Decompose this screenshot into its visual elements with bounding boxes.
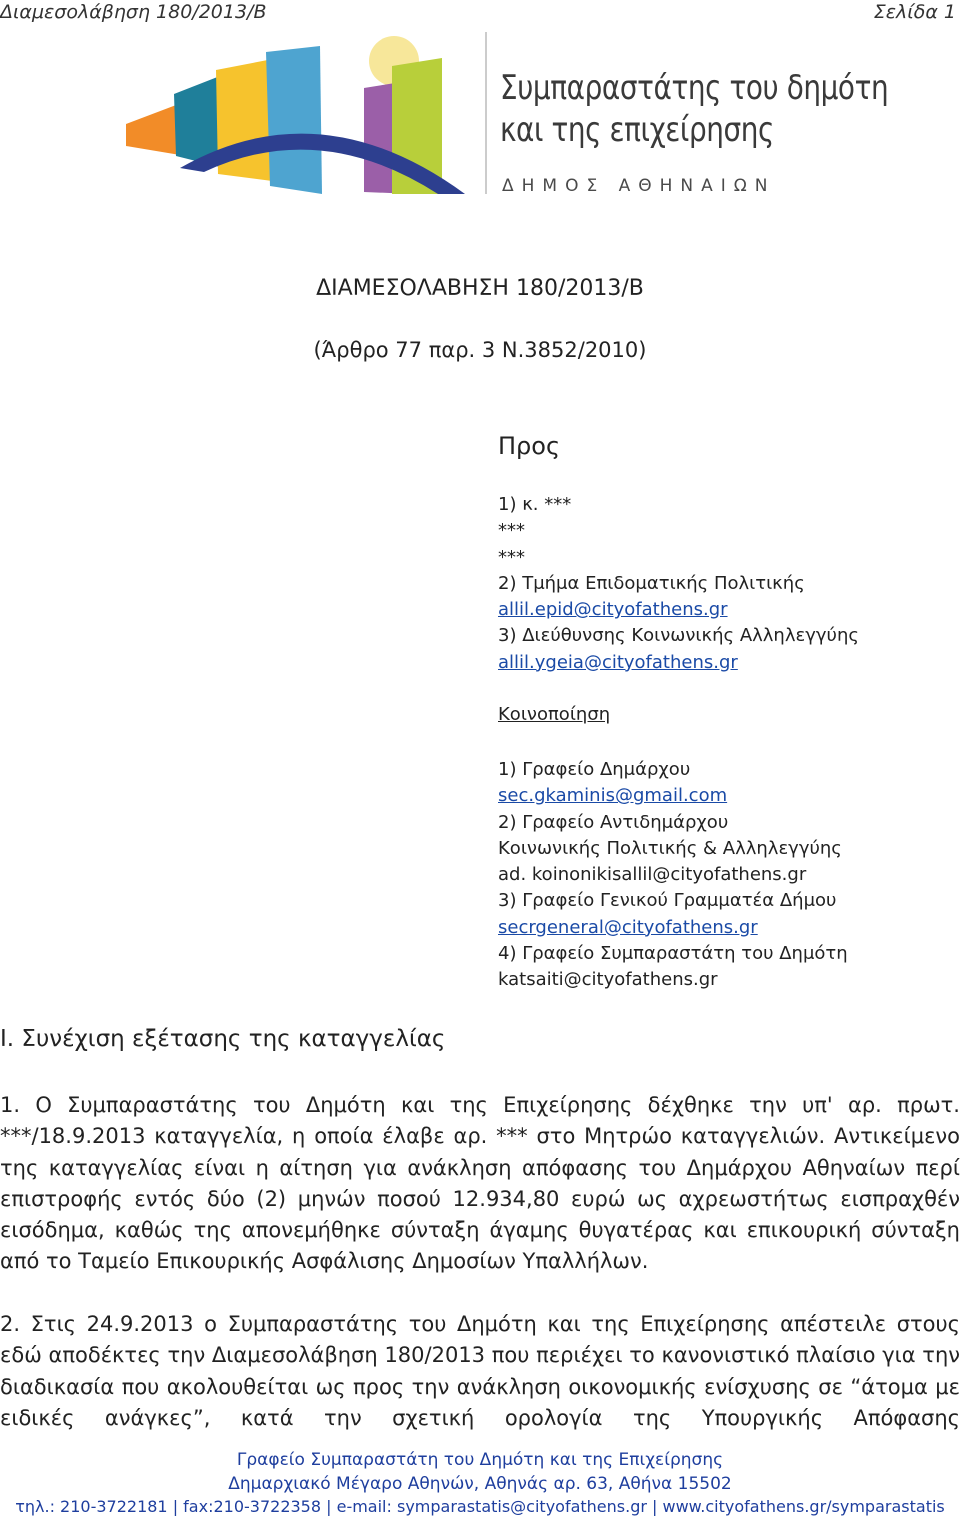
organization-logo bbox=[120, 28, 490, 198]
footer-office: Γραφείο Συμπαραστάτη του Δημότη και της Επιχείρησης bbox=[236, 1450, 724, 1470]
cc-line: ad. koinonikisallil@cityofathens.gr bbox=[498, 864, 807, 886]
cc-email-link[interactable]: secrgeneral@cityofathens.gr bbox=[498, 916, 758, 938]
recipient-line: 3) Διεύθυνσης Κοινωνικής Αλληλεγγύης bbox=[498, 625, 859, 647]
recipients-heading: Προς bbox=[498, 432, 561, 460]
header-document-ref: Διαμεσολάβηση 180/2013/Β bbox=[0, 1, 267, 23]
recipient-line: 1) κ. *** bbox=[498, 494, 572, 515]
cc-line: Κοινωνικής Πολιτικής & Αλληλεγγύης bbox=[498, 837, 842, 859]
recipients-list bbox=[498, 492, 859, 676]
cc-line: 1) Γραφείο Δημάρχου bbox=[498, 759, 691, 780]
paragraph-1 bbox=[0, 1090, 960, 1278]
recipient-line: *** bbox=[498, 520, 525, 542]
cc-line: 2) Γραφείο Αντιδημάρχου bbox=[498, 811, 729, 833]
cc-line: 3) Γραφείο Γενικού Γραμματέα Δήμου bbox=[498, 890, 837, 912]
footer-address: Δημαρχιακό Μέγαρο Αθηνών, Αθηνάς αρ. 63, Αθήνα 15502 bbox=[228, 1474, 732, 1494]
header-page-number: Σελίδα 1 bbox=[873, 1, 956, 23]
logo-blue-block bbox=[266, 46, 322, 194]
cc-line: 4) Γραφείο Συμπαραστάτη του Δημότη bbox=[498, 943, 848, 965]
section-heading: Ι. Συνέχιση εξέτασης της καταγγελίας bbox=[0, 1026, 446, 1052]
document-title: ΔΙΑΜΕΣΟΛΑΒΗΣΗ 180/2013/Β bbox=[316, 276, 644, 301]
recipient-line: 2) Τμήμα Επιδοματικής Πολιτικής bbox=[498, 572, 805, 594]
cc-list bbox=[498, 757, 848, 994]
organization-name-line2: και της επιχείρησης bbox=[500, 110, 774, 150]
document-subtitle: (Άρθρο 77 παρ. 3 Ν.3852/2010) bbox=[313, 338, 647, 362]
paragraph-2-text: 2. Στις 24.9.2013 ο Συμπαραστάτης του Δημότη και της Επιχείρησης απέστειλε στους εδώ αποδέκτες την Διαμεσολάβηση 180/2013 που περιέχει το κανονιστικό πλαίσιο για την διαδικασία που ακολουθείται ως προς την ανάκληση οικονομικής ενίσχυσης σε “άτομα με ειδικές ανάγκες”, κατά την σχετική ορολογία της Υπουργικής Απόφασης bbox=[0, 1312, 960, 1430]
organization-name-line1: Συμπαραστάτης του δημότη bbox=[500, 68, 889, 108]
recipient-email-link[interactable]: allil.epid@cityofathens.gr bbox=[498, 599, 728, 621]
organization-municipality: ΔΗΜΟΣ ΑΘΗΝΑΙΩΝ bbox=[502, 176, 776, 196]
footer-contact: τηλ.: 210-3722181 | fax:210-3722358 | e-mail: symparastatis@cityofathens.gr | www.cityofathens.gr/symparastatis bbox=[15, 1497, 945, 1516]
paragraph-1-text: 1. Ο Συμπαραστάτης του Δημότη και της Επιχείρησης δέχθηκε την υπ' αρ. πρωτ. ***/18.9.2013 καταγγελία, η οποία έλαβε αρ. *** στο Μητρώο καταγγελιών. Αντικείμενο της καταγγελίας είναι η αίτηση για ανάκληση απόφασης του Δημάρχου Αθηναίων περί επιστροφής εντός δύο (2) μηνών ποσού 12.934,80 ευρώ ως αχρεωστήτως εισπραχθέν εισόδημα, καθώς της απονεμήθηκε σύνταξη άγαμης θυγατέρας και επικουρική σύνταξη από το Ταμείο Επικουρικής Ασφάλισης Δημοσίων Υπαλλήλων. bbox=[0, 1093, 960, 1274]
paragraph-2 bbox=[0, 1309, 960, 1434]
cc-line: katsaiti@cityofathens.gr bbox=[498, 969, 718, 991]
recipient-line: *** bbox=[498, 546, 525, 568]
recipient-email-link[interactable]: allil.ygeia@cityofathens.gr bbox=[498, 651, 738, 673]
cc-email-link[interactable]: sec.gkaminis@gmail.com bbox=[498, 785, 728, 807]
cc-heading: Κοινοποίηση bbox=[498, 704, 611, 725]
